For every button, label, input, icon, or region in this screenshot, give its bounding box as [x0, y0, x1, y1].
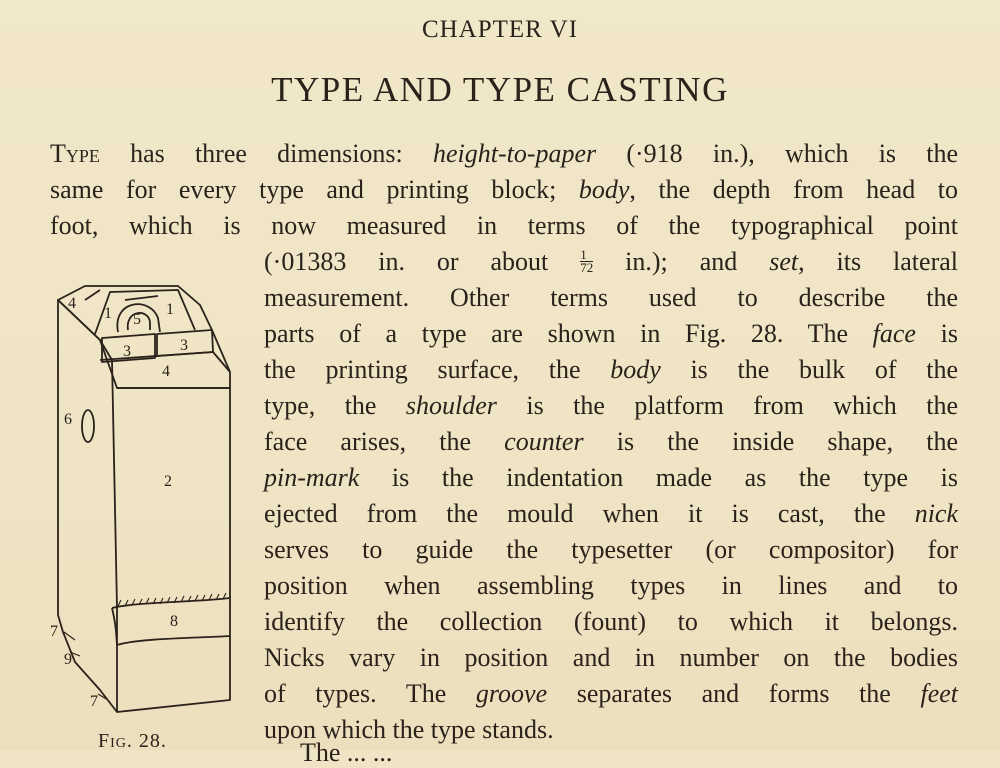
cut-off-text-line: The ... ...: [300, 738, 393, 767]
fig-label-1-right: 1: [166, 301, 174, 318]
text-span: has three dimensions:: [99, 139, 433, 168]
fig-label-1-left: 1: [104, 305, 112, 322]
fig-label-8: 8: [170, 613, 178, 630]
text-span: is the platform from which the: [496, 391, 958, 420]
term-pin-mark: pin-mark: [264, 463, 360, 492]
term-shoulder: shoulder: [405, 391, 497, 420]
term-face: face: [872, 319, 916, 348]
text-line-2: [50, 172, 958, 208]
fig-label-9: 9: [64, 651, 72, 668]
text-span: (·01383 in. or about: [264, 247, 581, 276]
text-span: in.); and: [593, 247, 770, 276]
text-line-8: [264, 388, 958, 424]
fraction: [580, 249, 593, 274]
text-span: is the inside shape, the: [583, 427, 958, 456]
lead-word: Type: [50, 139, 100, 168]
fig-label-4-top: 4: [68, 295, 76, 312]
text-span: same for every type and printing block;: [50, 175, 579, 204]
fig-label-2: 2: [164, 473, 172, 490]
text-line-14: identify the collection (fount) to which it belongs.: [264, 607, 958, 636]
text-span: the printing surface, the: [264, 355, 611, 384]
type-figure-illustration: [40, 278, 250, 728]
text-line-13: position when assembling types in lines and to: [264, 571, 958, 600]
figure-caption: Fig. 28.: [98, 730, 167, 752]
text-span: is the bulk of the: [660, 355, 958, 384]
term-height-to-paper: height-to-paper: [432, 139, 597, 168]
text-span: ejected from the mould when it is cast, the: [264, 499, 915, 528]
term-body: body: [578, 175, 630, 204]
fig-label-6: 6: [64, 411, 72, 428]
text-span: , the depth from head to: [629, 175, 958, 204]
text-line-10: [264, 460, 958, 496]
fig-label-3-left: 3: [123, 343, 131, 360]
text-span: is the indentation made as the type is: [359, 463, 958, 492]
text-line-6: [264, 316, 958, 352]
fraction-numerator: 1: [580, 249, 593, 262]
text-line-1: [50, 136, 958, 172]
text-line-4: [264, 244, 958, 280]
fig-label-7-lower: 7: [90, 693, 98, 710]
fraction-denominator: 72: [580, 260, 594, 275]
text-line-17: upon which the type stands.: [264, 715, 554, 744]
text-line-3: foot, which is now measured in terms of the typographical point: [50, 211, 958, 240]
text-line-7: [264, 352, 958, 388]
text-line-5: measurement. Other terms used to describe the: [264, 283, 958, 312]
term-nick: nick: [914, 499, 958, 528]
fig-label-3-right: 3: [180, 337, 188, 354]
term-feet: feet: [920, 679, 958, 708]
term-groove: groove: [475, 679, 548, 708]
chapter-title: TYPE AND TYPE CASTING: [271, 70, 729, 109]
term-set: set: [769, 247, 799, 276]
text-span: of types. The: [264, 679, 476, 708]
term-counter: counter: [504, 427, 584, 456]
chapter-label: CHAPTER VI: [421, 16, 579, 43]
text-span: parts of a type are shown in Fig. 28. The: [264, 319, 873, 348]
text-span: (·918 in.), which is the: [596, 139, 959, 168]
term-body: body: [610, 355, 661, 384]
text-line-15: Nicks vary in position and in number on the bodies: [264, 643, 958, 672]
text-span: type, the: [264, 391, 406, 420]
text-span: face arises, the: [264, 427, 505, 456]
text-span: separates and forms the: [547, 679, 921, 708]
text-line-11: [264, 496, 958, 532]
text-line-16: [264, 676, 958, 712]
fig-label-4-shoulder: 4: [162, 363, 170, 380]
text-line-9: [264, 424, 958, 460]
text-span: is: [915, 319, 958, 348]
fig-label-7-upper: 7: [50, 623, 58, 640]
fig-label-5: 5: [133, 311, 141, 328]
text-span: , its lateral: [798, 247, 958, 276]
text-line-12: serves to guide the typesetter (or compositor) for: [264, 535, 958, 564]
